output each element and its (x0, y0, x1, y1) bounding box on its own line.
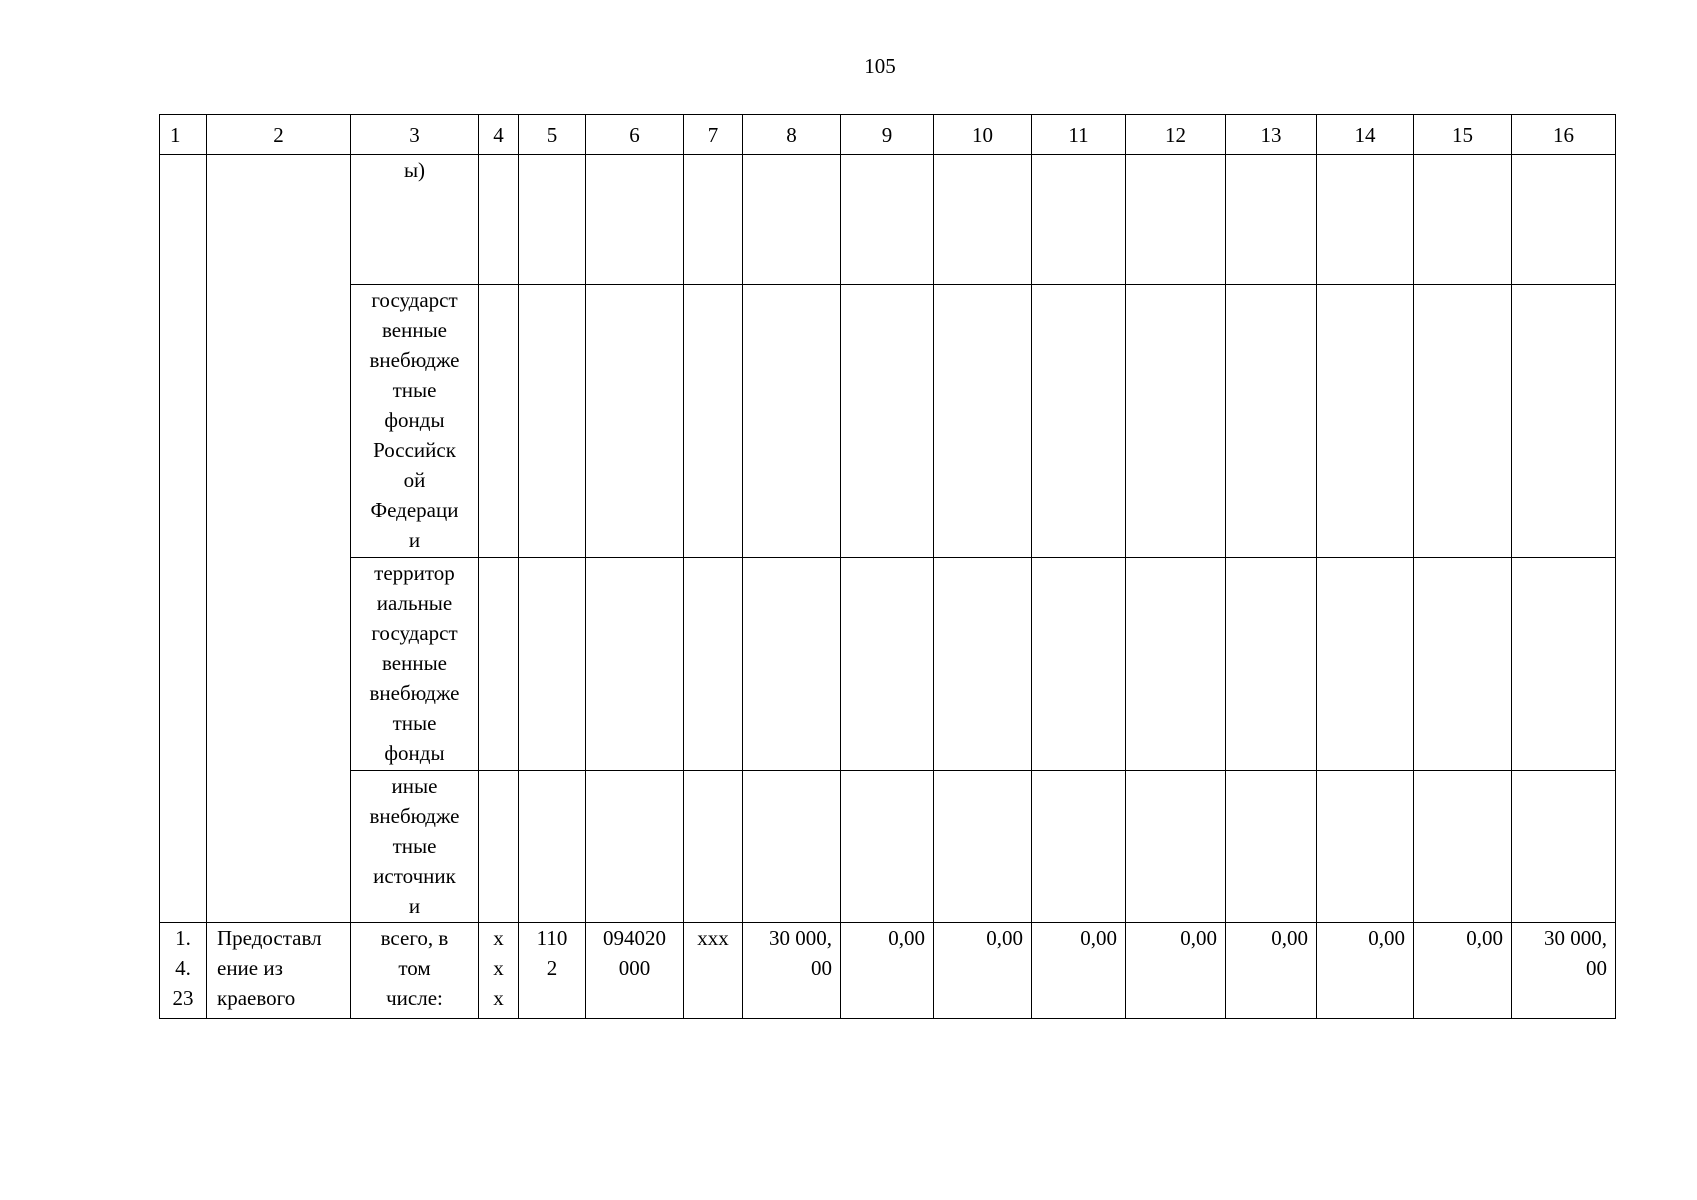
funding-source-cell: государст венные внебюдже тные фонды Российск ой Федераци и (351, 285, 479, 558)
empty-cell (586, 771, 684, 923)
empty-cell (1032, 155, 1126, 285)
item-name-cell: Предоставл ение из краевого (207, 923, 351, 1019)
funding-source-cell: территор иальные государст венные внебюдже тные фонды (351, 558, 479, 771)
funding-source-cell: всего, в том числе: (351, 923, 479, 1019)
empty-cell (1414, 558, 1512, 771)
page-number: 105 (864, 54, 896, 78)
empty-cell (1032, 771, 1126, 923)
empty-cell (479, 558, 519, 771)
budget-table (159, 114, 1616, 1019)
empty-cell (1126, 771, 1226, 923)
header-cell-15: 15 (1414, 115, 1512, 155)
empty-cell (1317, 155, 1414, 285)
header-cell-14: 14 (1317, 115, 1414, 155)
merged-cell-col1 (160, 155, 207, 923)
total-cell: 30 000, 00 (1512, 923, 1616, 1019)
empty-cell (519, 771, 586, 923)
empty-cell (1414, 771, 1512, 923)
funding-source-cell: ы) (351, 155, 479, 285)
empty-cell (519, 155, 586, 285)
empty-cell (1032, 558, 1126, 771)
header-cell-13: 13 (1226, 115, 1317, 155)
header-cell-8: 8 (743, 115, 841, 155)
empty-cell (479, 155, 519, 285)
amount-cell-col14: 0,00 (1317, 923, 1414, 1019)
empty-cell (934, 771, 1032, 923)
empty-cell (1512, 155, 1616, 285)
empty-cell (1414, 285, 1512, 558)
amount-cell-col11: 0,00 (1032, 923, 1126, 1019)
empty-cell (684, 558, 743, 771)
amount-cell-col13: 0,00 (1226, 923, 1317, 1019)
empty-cell (1317, 285, 1414, 558)
merged-cell-col2 (207, 155, 351, 923)
code-cell-col6: 094020 000 (586, 923, 684, 1019)
empty-cell (684, 285, 743, 558)
table-row (160, 771, 1616, 923)
code-cell-col4: х х х (479, 923, 519, 1019)
empty-cell (1512, 285, 1616, 558)
header-cell-7: 7 (684, 115, 743, 155)
empty-cell (841, 771, 934, 923)
header-cell-4: 4 (479, 115, 519, 155)
empty-cell (479, 285, 519, 558)
empty-cell (586, 558, 684, 771)
empty-cell (586, 285, 684, 558)
empty-cell (1414, 155, 1512, 285)
empty-cell (519, 558, 586, 771)
empty-cell (934, 558, 1032, 771)
amount-cell-col15: 0,00 (1414, 923, 1512, 1019)
empty-cell (1126, 558, 1226, 771)
empty-cell (841, 558, 934, 771)
amount-cell-col9: 0,00 (841, 923, 934, 1019)
empty-cell (1512, 558, 1616, 771)
empty-cell (1032, 285, 1126, 558)
empty-cell (934, 155, 1032, 285)
table-row (160, 923, 1616, 1019)
empty-cell (743, 285, 841, 558)
empty-cell (1126, 155, 1226, 285)
empty-cell (841, 155, 934, 285)
empty-cell (684, 771, 743, 923)
code-cell-col5: 110 2 (519, 923, 586, 1019)
empty-cell (743, 558, 841, 771)
item-number-cell: 1. 4. 23 (160, 923, 207, 1019)
header-cell-16: 16 (1512, 115, 1616, 155)
empty-cell (684, 155, 743, 285)
empty-cell (1226, 155, 1317, 285)
header-cell-11: 11 (1032, 115, 1126, 155)
header-cell-5: 5 (519, 115, 586, 155)
funding-source-cell: иные внебюдже тные источник и (351, 771, 479, 923)
table-row (160, 155, 1616, 285)
header-cell-2: 2 (207, 115, 351, 155)
empty-cell (841, 285, 934, 558)
header-cell-3: 3 (351, 115, 479, 155)
empty-cell (1226, 285, 1317, 558)
empty-cell (586, 155, 684, 285)
empty-cell (1226, 558, 1317, 771)
empty-cell (743, 771, 841, 923)
code-cell-col7: ххх (684, 923, 743, 1019)
header-cell-9: 9 (841, 115, 934, 155)
column-number-row (160, 115, 1616, 155)
empty-cell (1317, 558, 1414, 771)
amount-cell-col10: 0,00 (934, 923, 1032, 1019)
empty-cell (519, 285, 586, 558)
header-cell-12: 12 (1126, 115, 1226, 155)
empty-cell (479, 771, 519, 923)
table-row (160, 285, 1616, 558)
table-row (160, 558, 1616, 771)
amount-cell-col8: 30 000, 00 (743, 923, 841, 1019)
empty-cell (1226, 771, 1317, 923)
header-cell-6: 6 (586, 115, 684, 155)
empty-cell (1126, 285, 1226, 558)
header-cell-1: 1 (160, 115, 207, 155)
empty-cell (1512, 771, 1616, 923)
header-cell-10: 10 (934, 115, 1032, 155)
empty-cell (1317, 771, 1414, 923)
amount-cell-col12: 0,00 (1126, 923, 1226, 1019)
empty-cell (743, 155, 841, 285)
empty-cell (934, 285, 1032, 558)
